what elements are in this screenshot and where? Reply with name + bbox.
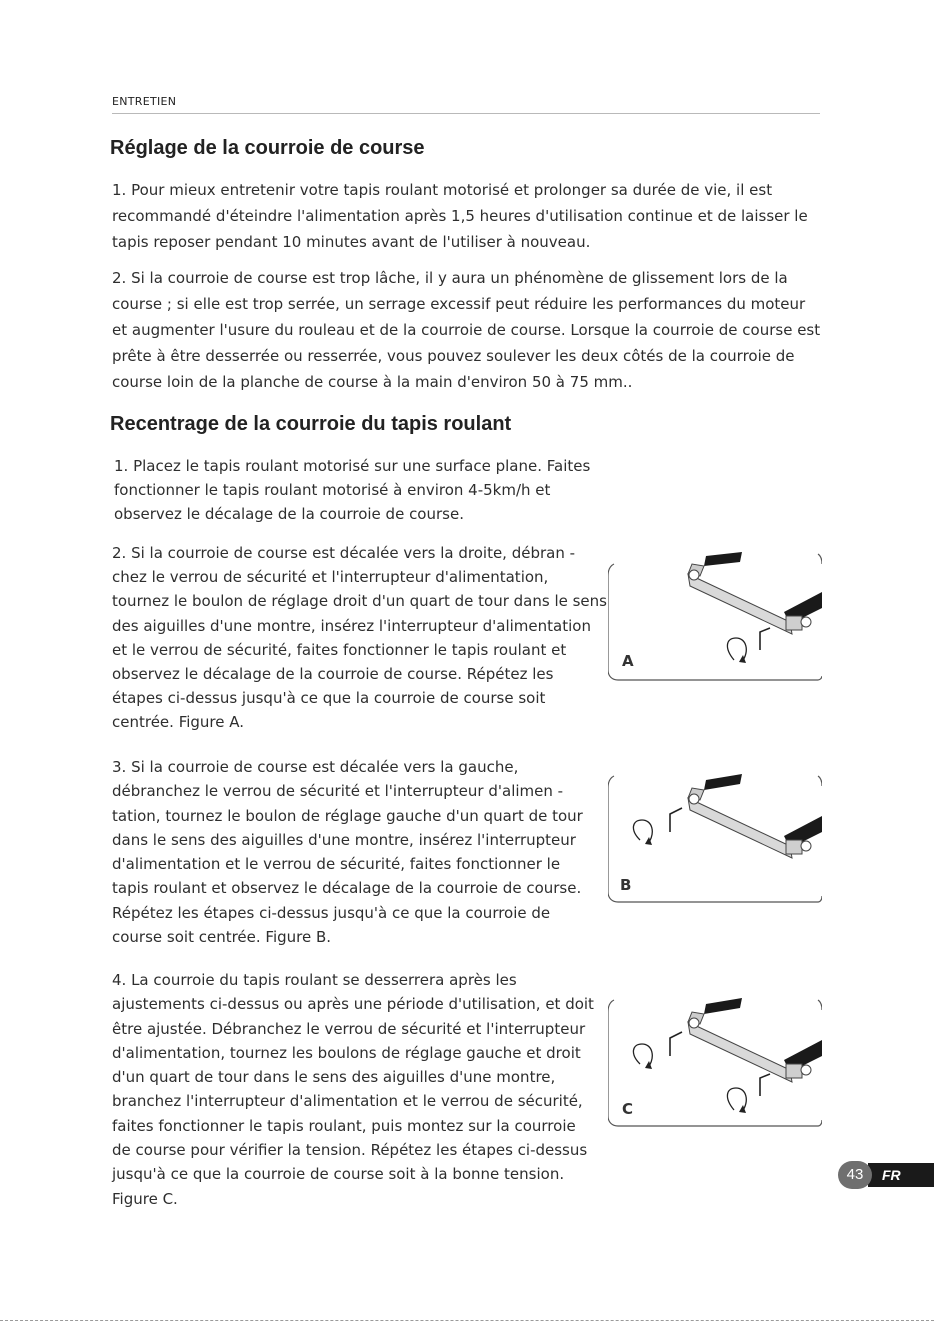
page-badge	[838, 1161, 934, 1189]
clockwise-arrow-icon	[727, 638, 746, 663]
figure-a	[608, 552, 822, 682]
figure-letter: A	[622, 652, 634, 670]
clockwise-arrow-icon	[633, 1044, 652, 1069]
figure-letter: B	[620, 876, 632, 894]
step-4: 4. La courroie du tapis roulant se desserrera après les ajustements ci-dessus ou après une période d'utilisation, et doit être ajustée. Débranchez le verrou de sécurité et l'interrupteur d'alimentation, tournez les boulons de réglage gauche et droit d'un quart de tour dans le sens des aiguilles d'une montre, branchez l'interrupteur d'alimentation et le verrou de sécurité, faites fonctionner le tapis roulant, puis montez sur la courroie de course pour vérifier la tension. Répétez les étapes ci-dessus jusqu'à ce que la courroie de course soit à la bonne tension. Figure C.	[112, 971, 594, 1208]
figure-b	[608, 774, 822, 904]
header-divider	[112, 113, 820, 114]
step-3: 3. Si la courroie de course est décalée vers la gauche, débranchez le verrou de sécurité et l'interrupteur d'alimen -tation, tournez le boulon de réglage gauche d'un quart de tour dans le sens des aiguilles d'une montre, insérez l'interrupteur d'alimentation et le verrou de sécurité, faites fonctionner le tapis roulant et observez le décalage de la courroie de course. Répétez les étapes ci-dessus jusqu'à ce que la courroie de course soit centrée. Figure B.	[112, 758, 583, 947]
step-1: 1. Placez le tapis roulant motorisé sur une surface plane. Faites fonctionner le tapis roulant motorisé à environ 4-5km/h et observez le décalage de la courroie de course.	[114, 457, 591, 523]
language-tag: FR	[868, 1163, 934, 1187]
paragraph-1: 1. Pour mieux entretenir votre tapis roulant motorisé et prolonger sa durée de vie, il est recommandé d'éteindre l'alimentation après 1,5 heures d'utilisation continue et de laisser le tapis reposer pendant 10 minutes avant de l'utiliser à nouveau.	[112, 181, 808, 251]
figure-letter: C	[622, 1100, 634, 1118]
heading-belt-adjustment: Réglage de la courroie de course	[110, 137, 425, 159]
clockwise-arrow-icon	[727, 1088, 746, 1113]
heading-belt-centering: Recentrage de la courroie du tapis roulant	[110, 413, 512, 435]
figure-c	[608, 998, 822, 1128]
step-2: 2. Si la courroie de course est décalée vers la droite, débran -chez le verrou de sécurité et l'interrupteur d'alimentation, tournez le boulon de réglage droit d'un quart de tour dans le sens des aiguilles d'une montre, insérez l'interrupteur d'alimentation et le verrou de sécurité, faites fonctionner le tapis roulant et observez le décalage de la courroie de course. Répétez les étapes ci-dessus jusqu'à ce que la courroie de course soit centrée. Figure A.	[112, 544, 607, 732]
paragraph-2: 2. Si la courroie de course est trop lâche, il y aura un phénomène de glissement lors de la course ; si elle est trop serrée, un serrage excessif peut réduire les performances du moteur et augmenter l'usure du rouleau et de la courroie de course. Lorsque la courroie de course est prête à être desserrée ou resserrée, vous pouvez soulever les deux côtés de la courroie de course loin de la planche de course à la main d'environ 50 à 75 mm..	[112, 269, 821, 391]
page-bottom-border	[0, 1320, 934, 1321]
clockwise-arrow-icon	[633, 820, 652, 845]
page-number: 43	[838, 1161, 872, 1189]
section-label: ENTRETIEN	[112, 95, 177, 108]
